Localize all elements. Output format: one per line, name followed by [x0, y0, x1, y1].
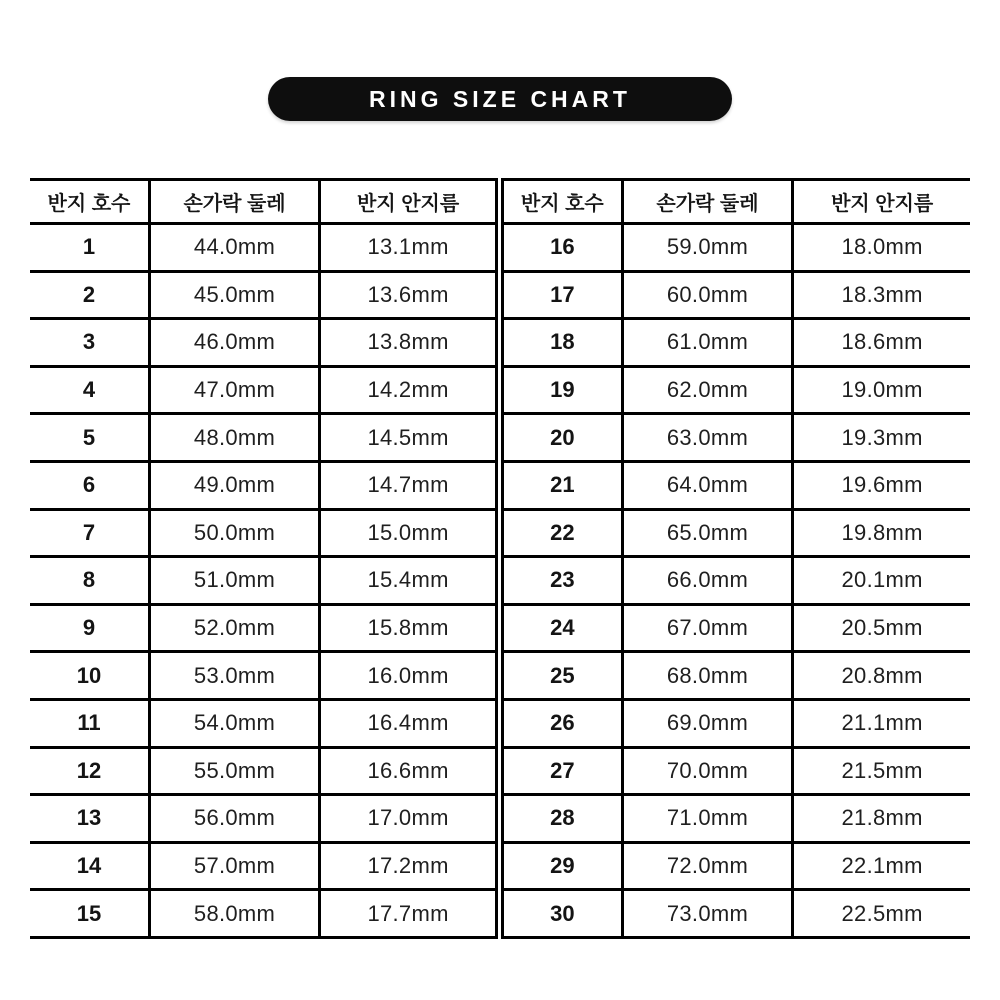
table-row: [30, 366, 497, 414]
inner-diameter-cell: 13.6mm: [320, 271, 497, 319]
table-row: [30, 604, 497, 652]
table-row: [30, 842, 497, 890]
finger-circumference-cell: 54.0mm: [149, 699, 319, 747]
ring-size-cell: 14: [30, 842, 149, 890]
ring-size-cell: 11: [30, 699, 149, 747]
inner-diameter-cell: 17.7mm: [320, 890, 497, 938]
inner-diameter-cell: 16.6mm: [320, 747, 497, 795]
inner-diameter-cell: 20.8mm: [793, 652, 970, 700]
finger-circumference-cell: 73.0mm: [622, 890, 793, 938]
inner-diameter-cell: 19.0mm: [793, 366, 970, 414]
finger-circumference-cell: 57.0mm: [149, 842, 319, 890]
table-row: [503, 842, 971, 890]
finger-circumference-cell: 50.0mm: [149, 509, 319, 557]
inner-diameter-cell: 16.4mm: [320, 699, 497, 747]
finger-circumference-cell: 59.0mm: [622, 224, 793, 272]
finger-circumference-cell: 72.0mm: [622, 842, 793, 890]
table-row: [503, 557, 971, 605]
inner-diameter-cell: 19.8mm: [793, 509, 970, 557]
ring-size-cell: 17: [503, 271, 623, 319]
inner-diameter-cell: 15.4mm: [320, 557, 497, 605]
inner-diameter-cell: 17.0mm: [320, 795, 497, 843]
finger-circumference-cell: 45.0mm: [149, 271, 319, 319]
table-row: [503, 699, 971, 747]
table-row: [30, 747, 497, 795]
table-row: [30, 509, 497, 557]
ring-size-cell: 16: [503, 224, 623, 272]
ring-size-cell: 23: [503, 557, 623, 605]
column-header: 반지 안지름: [793, 180, 970, 224]
inner-diameter-cell: 15.0mm: [320, 509, 497, 557]
finger-circumference-cell: 61.0mm: [622, 319, 793, 367]
finger-circumference-cell: 46.0mm: [149, 319, 319, 367]
inner-diameter-cell: 20.1mm: [793, 557, 970, 605]
finger-circumference-cell: 66.0mm: [622, 557, 793, 605]
table-body-right: [503, 224, 971, 938]
ring-size-cell: 7: [30, 509, 149, 557]
inner-diameter-cell: 18.0mm: [793, 224, 970, 272]
ring-size-cell: 22: [503, 509, 623, 557]
column-header: 손가락 둘레: [622, 180, 793, 224]
column-header: 손가락 둘레: [149, 180, 319, 224]
chart-title-badge: [268, 77, 732, 121]
table-row: [30, 224, 497, 272]
inner-diameter-cell: 19.6mm: [793, 461, 970, 509]
inner-diameter-cell: 21.8mm: [793, 795, 970, 843]
finger-circumference-cell: 44.0mm: [149, 224, 319, 272]
table-row: [30, 699, 497, 747]
header-row: [30, 180, 497, 224]
table-row: [503, 414, 971, 462]
finger-circumference-cell: 68.0mm: [622, 652, 793, 700]
inner-diameter-cell: 16.0mm: [320, 652, 497, 700]
finger-circumference-cell: 70.0mm: [622, 747, 793, 795]
ring-size-cell: 13: [30, 795, 149, 843]
finger-circumference-cell: 56.0mm: [149, 795, 319, 843]
finger-circumference-cell: 65.0mm: [622, 509, 793, 557]
finger-circumference-cell: 62.0mm: [622, 366, 793, 414]
table-row: [503, 224, 971, 272]
finger-circumference-cell: 47.0mm: [149, 366, 319, 414]
ring-size-table-right: [501, 178, 970, 939]
finger-circumference-cell: 64.0mm: [622, 461, 793, 509]
size-tables-container: [30, 178, 970, 939]
table-row: [503, 509, 971, 557]
inner-diameter-cell: 22.1mm: [793, 842, 970, 890]
ring-size-cell: 26: [503, 699, 623, 747]
header-row: [503, 180, 971, 224]
table-row: [30, 271, 497, 319]
ring-size-cell: 20: [503, 414, 623, 462]
inner-diameter-cell: 18.6mm: [793, 319, 970, 367]
table-row: [30, 557, 497, 605]
table-row: [503, 319, 971, 367]
table-row: [503, 271, 971, 319]
inner-diameter-cell: 14.5mm: [320, 414, 497, 462]
table-row: [30, 795, 497, 843]
inner-diameter-cell: 17.2mm: [320, 842, 497, 890]
ring-size-cell: 6: [30, 461, 149, 509]
ring-size-cell: 15: [30, 890, 149, 938]
column-header: 반지 호수: [503, 180, 623, 224]
chart-title: RING SIZE CHART: [369, 85, 631, 112]
table-row: [503, 747, 971, 795]
ring-size-cell: 4: [30, 366, 149, 414]
inner-diameter-cell: 21.5mm: [793, 747, 970, 795]
finger-circumference-cell: 60.0mm: [622, 271, 793, 319]
ring-size-cell: 30: [503, 890, 623, 938]
ring-size-table-left: [30, 178, 498, 939]
finger-circumference-cell: 71.0mm: [622, 795, 793, 843]
table-row: [503, 890, 971, 938]
ring-size-cell: 25: [503, 652, 623, 700]
ring-size-cell: 3: [30, 319, 149, 367]
table-row: [30, 890, 497, 938]
inner-diameter-cell: 18.3mm: [793, 271, 970, 319]
finger-circumference-cell: 67.0mm: [622, 604, 793, 652]
table-row: [30, 652, 497, 700]
ring-size-cell: 12: [30, 747, 149, 795]
finger-circumference-cell: 49.0mm: [149, 461, 319, 509]
table-row: [503, 795, 971, 843]
ring-size-cell: 10: [30, 652, 149, 700]
table-row: [30, 461, 497, 509]
inner-diameter-cell: 14.7mm: [320, 461, 497, 509]
finger-circumference-cell: 55.0mm: [149, 747, 319, 795]
inner-diameter-cell: 22.5mm: [793, 890, 970, 938]
finger-circumference-cell: 53.0mm: [149, 652, 319, 700]
inner-diameter-cell: 13.8mm: [320, 319, 497, 367]
table-body-left: [30, 224, 497, 938]
ring-size-cell: 28: [503, 795, 623, 843]
inner-diameter-cell: 20.5mm: [793, 604, 970, 652]
ring-size-cell: 9: [30, 604, 149, 652]
finger-circumference-cell: 52.0mm: [149, 604, 319, 652]
ring-size-cell: 18: [503, 319, 623, 367]
ring-size-cell: 2: [30, 271, 149, 319]
ring-size-cell: 1: [30, 224, 149, 272]
table-row: [30, 414, 497, 462]
finger-circumference-cell: 69.0mm: [622, 699, 793, 747]
ring-size-cell: 5: [30, 414, 149, 462]
inner-diameter-cell: 19.3mm: [793, 414, 970, 462]
column-header: 반지 호수: [30, 180, 149, 224]
ring-size-cell: 19: [503, 366, 623, 414]
table-row: [503, 604, 971, 652]
inner-diameter-cell: 14.2mm: [320, 366, 497, 414]
column-header: 반지 안지름: [320, 180, 497, 224]
ring-size-cell: 8: [30, 557, 149, 605]
inner-diameter-cell: 15.8mm: [320, 604, 497, 652]
table-row: [503, 652, 971, 700]
ring-size-cell: 27: [503, 747, 623, 795]
ring-size-cell: 29: [503, 842, 623, 890]
inner-diameter-cell: 21.1mm: [793, 699, 970, 747]
table-row: [503, 366, 971, 414]
finger-circumference-cell: 63.0mm: [622, 414, 793, 462]
table-row: [30, 319, 497, 367]
ring-size-cell: 24: [503, 604, 623, 652]
table-row: [503, 461, 971, 509]
finger-circumference-cell: 51.0mm: [149, 557, 319, 605]
finger-circumference-cell: 48.0mm: [149, 414, 319, 462]
ring-size-cell: 21: [503, 461, 623, 509]
inner-diameter-cell: 13.1mm: [320, 224, 497, 272]
finger-circumference-cell: 58.0mm: [149, 890, 319, 938]
